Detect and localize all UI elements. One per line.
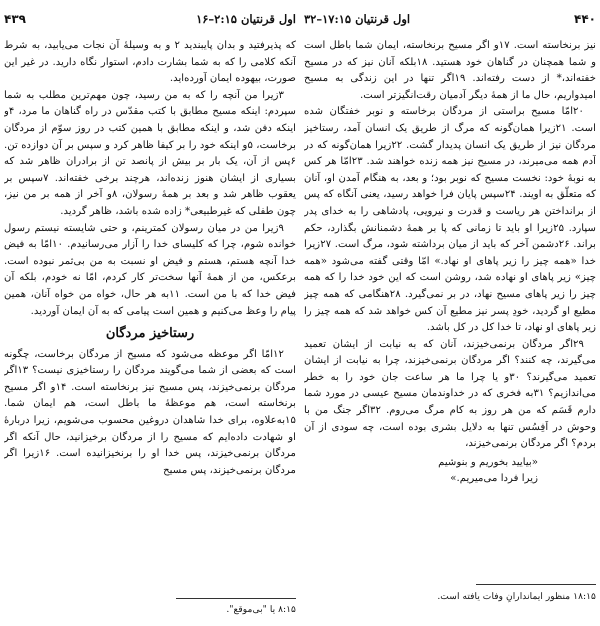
- header-title: اول قرنتیان ۱۷:۱۵–۳۲: [304, 12, 411, 26]
- paragraph: ۱۲امّا اگر موعظه می‌شود که مسیح از مردگان برخاست، چگونه است که بعضی از شما می‌گویند مردگان را رستاخیزی نیست؟ ۱۳اگر مردگان برنمی‌خیزند، پس مسیح نیز برنخاسته است. ۱۴و اگر مسیح برنخاسته است، هم موعظهٔ ما باطل است، هم ایمان شما. ۱۵به‌علاوه، برای خدا شاهدان دروغین محسوب می‌شویم، زیرا دربارهٔ او شهادت داده‌ایم که مسیح را از مردگان برخیزانید، حال آنکه اگر مردگان برنمی‌خیزند، پس خدا او را برنخیزانیده است. ۱۶زیرا اگر مردگان برنمی‌خیزند، پس مسیح: [4, 348, 296, 476]
- footnote: ۱۸:۱۵ منظور ایماندارانِ وفات یافته است.: [437, 591, 596, 602]
- poem-line: «بیایید بخوریم و بنوشیم: [438, 456, 538, 468]
- section-heading: رستاخیز مردگان: [105, 326, 195, 342]
- footnote-rule: [176, 598, 296, 599]
- paragraph: ۲۹اگر مردگان برنمی‌خیزند، آنان که به نیابت از ایشان تعمید می‌گیرند، چه کنند؟ اگر مردگان برنمی‌خیزند، چرا به نیابت از ایشان تعمید می‌گیرند؟ ۳۰و یا چرا ما هر ساعت جان خود را به خطر می‌اندازیم؟ ۳۱به فخری که در خداوندمان مسیح عیسی در مورد شما دارم قَسَم که من هر روز به کام مرگ می‌روم. ۳۲اگر جنگ من با وحوش در اَفِسُس تنها به دلایل بشری بوده است، چه سودی از آن بردم؟ اگر مردگان برنمی‌خیزند،: [304, 338, 596, 450]
- page-number: ۴۳۹: [4, 12, 26, 26]
- footnote: ۸:۱۵ یا "بی‌موقع".: [226, 604, 296, 615]
- poem-line: زیرا فردا می‌میریم.»: [450, 472, 538, 484]
- paragraph: نیز برنخاسته است. ۱۷و اگر مسیح برنخاسته، ایمان شما باطل است و شما همچنان در گناهان خود هستید. ۱۸بلکه آنان نیز که در مسیح خفته‌اند،* از دست رفته‌اند. ۱۹اگر تنها در این زندگی به مسیح امیدواریم، حال ما از همهٔ دیگر آدمیان رقت‌انگیزتر است.: [304, 40, 596, 101]
- running-header: [4, 10, 296, 28]
- paragraph: ۳زیرا من آنچه را که به من رسید، چون مهم‌ترین مطلب به شما سپردم: اینکه مسیح مطابق با کتب مقدّس در راه گناهان ما مرد، ۴و اینکه دفن شد، و اینکه مطابق با همین کتب در روز سوّم از مردگان برخاست، ۵و اینکه خود را بر کیفا ظاهر کرد و سپس بر آن دوازده تن. ۶پس از آن، یک بار بر بیش از پانصد تن از برادران ظاهر شد که بسیاری از ایشان هنوز زنده‌اند، هرچند برخی خفته‌اند. ۷سپس بر یعقوب ظاهر شد و بعد بر همهٔ رسولان، ۸و آخر از همه بر من نیز، چون طفلی که غیرطبیعی* زاده شده باشد، ظاهر گردید.: [4, 89, 296, 217]
- poem-quote: [304, 455, 596, 487]
- footnote-rule: [476, 584, 596, 585]
- right-page-body: [304, 38, 596, 487]
- paragraph: که پذیرفتید و بدان پایبندید ۲ و به وسیلهٔ آن نجات می‌یابید، به شرط آنکه کلامی را که به شما بشارت دادم، استوار نگاه دارید. در غیر این صورت، بیهوده ایمان آورده‌اید.: [4, 40, 296, 85]
- page-number: ۴۴۰: [574, 12, 596, 26]
- left-page-body: [4, 38, 296, 479]
- paragraph: ۹زیرا من در میان رسولان کمترینم، و حتی شایسته نیستم رسول خوانده شوم، چرا که کلیسای خدا را آزار می‌رسانیدم. ۱۰امّا به فیض خدا آنچه هستم، هستم و فیض او نسبت به من بی‌ثمر نبوده است. برعکس، من از همهٔ آنها سخت‌تر کار کردم، امّا نه خودم، بلکه آن فیض خدا که با من است. ۱۱به هر حال، خواه من خواه آنان، همین پیام را وعظ می‌کنیم و همین است پیامی که به آن ایمان آوردید.: [4, 222, 296, 317]
- right-page: [304, 0, 596, 626]
- running-header: [304, 10, 596, 28]
- paragraph: ۲۰امّا مسیح براستی از مردگان برخاسته و نوبر خفتگان شده است. ۲۱زیرا همان‌گونه که مرگ از طریق یک انسان آمد، رستاخیز مردگان نیز از طریق یک انسان پدیدار گشت. ۲۲زیرا همان‌گونه که در آدم همه می‌میرند، در مسیح نیز همه زنده خواهند شد. ۲۳امّا هر کس به نوبهٔ خود: نخست مسیح که نوبر بود؛ و بعد، به هنگام آمدن او، آنان که متعلّق به اویند. ۲۴سپس پایان فرا خواهد رسید، یعنی آنگاه که پس از برانداختن هر ریاست و قدرت و نیرویی، پادشاهی را به خدای پدر سپارد. ۲۵زیرا او باید تا زمانی که پا بر همهٔ دشمنانش بگذارد، حکم براند. ۲۶دشمن آخر که باید از میان برداشته شود، مرگ است. ۲۷زیرا خدا «همه چیز را زیر پاهای او نهاد.» امّا وقتی گفته می‌شود «همه چیز» زیر پاهای او نهاده شد، روشن است که این خود خدا را که همه چیز را زیر پاهای مسیح نهاد، در بر نمی‌گیرد. ۲۸هنگامی که همه چیز مطیع او گردید، خودِ پسر نیز مطیع آن کس خواهد شد که همه چیز را زیر پاهای او نهاد، تا خدا کل در کل باشد.: [304, 106, 596, 334]
- header-title: اول قرنتیان ۲:۱۵–۱۶: [196, 12, 296, 26]
- left-page: [4, 0, 296, 626]
